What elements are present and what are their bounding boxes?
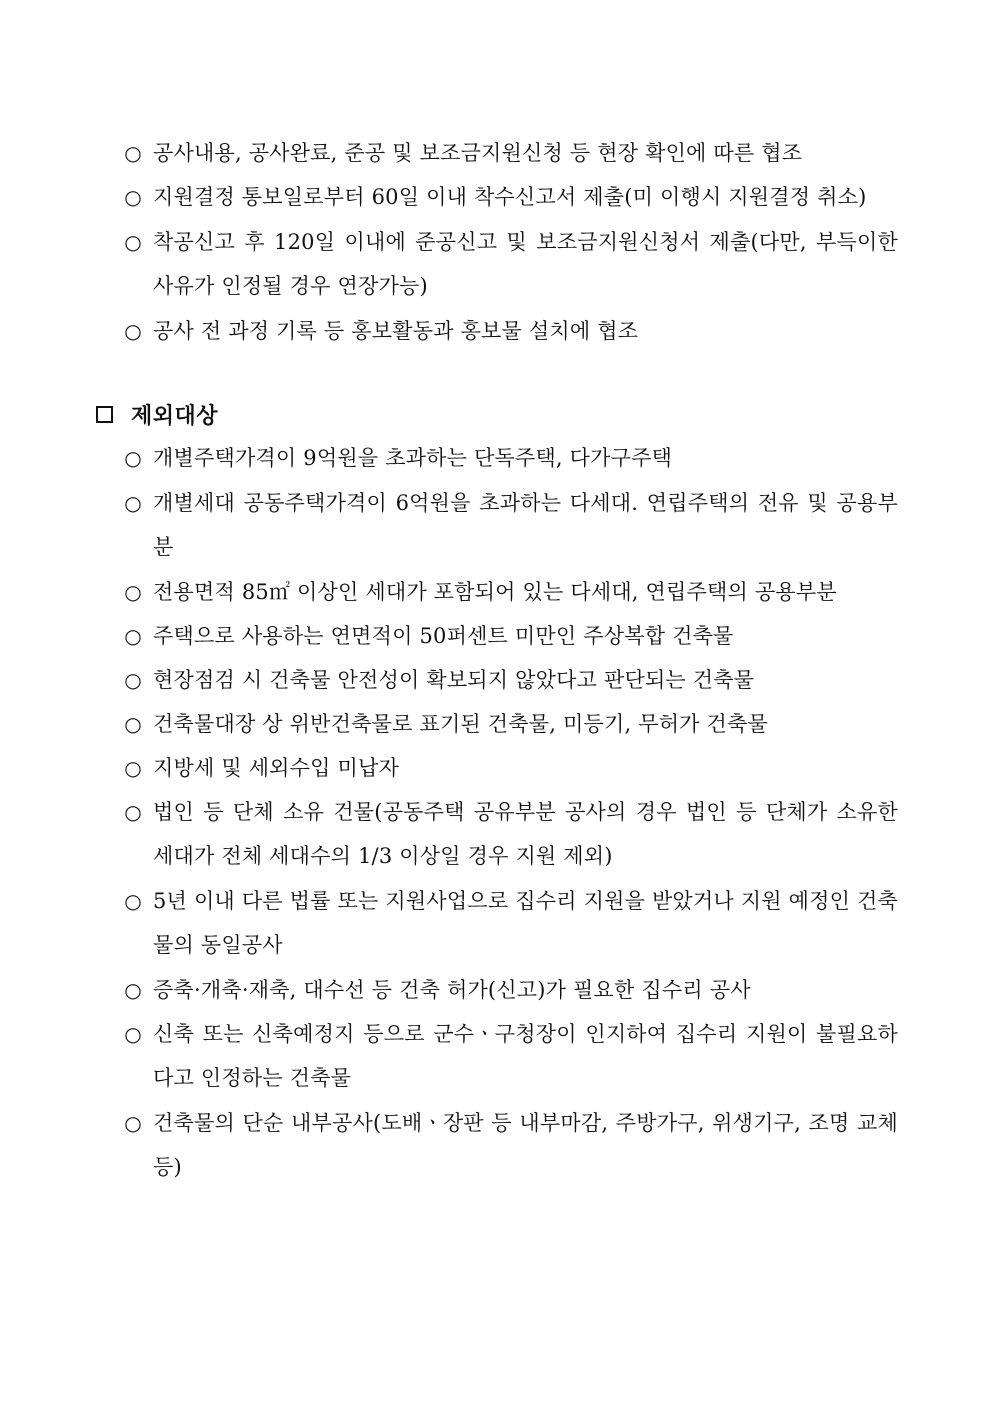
list-item-text: 공사내용, 공사완료, 준공 및 보조금지원신청 등 현장 확인에 따른 협조 [153, 141, 803, 165]
list-item-text: 신축 또는 신축예정지 등으로 군수ㆍ구청장이 인지하여 집수리 지원이 불필요하다고 인정하는 건축물 [153, 1022, 898, 1090]
section-heading [96, 392, 218, 436]
circle-bullet-icon: ○ [124, 712, 142, 736]
circle-bullet-icon: ○ [124, 1111, 142, 1135]
list-item-text: 지원결정 통보일로부터 60일 이내 착수신고서 제출(미 이행시 지원결정 취소) [153, 185, 867, 209]
circle-bullet-icon: ○ [124, 889, 142, 913]
list-item-text: 건축물의 단순 내부공사(도배ㆍ장판 등 내부마감, 주방가구, 위생기구, 조명 교체 등) [153, 1111, 898, 1179]
circle-bullet-icon: ○ [124, 756, 142, 780]
circle-bullet-icon: ○ [124, 141, 142, 165]
circle-bullet-icon: ○ [124, 230, 142, 254]
circle-bullet-icon: ○ [124, 319, 142, 343]
list-item-text: 증축·개축·재축, 대수선 등 건축 허가(신고)가 필요한 집수리 공사 [153, 978, 751, 1002]
list-item-text: 지방세 및 세외수입 미납자 [153, 756, 399, 780]
list-item-text: 건축물대장 상 위반건축물로 표기된 건축물, 미등기, 무허가 건축물 [153, 712, 768, 736]
circle-bullet-icon: ○ [124, 580, 142, 604]
circle-bullet-icon: ○ [124, 491, 142, 515]
circle-bullet-icon: ○ [124, 1022, 142, 1046]
list-item-text: 개별주택가격이 9억원을 초과하는 단독주택, 다가구주택 [153, 446, 673, 470]
circle-bullet-icon: ○ [124, 800, 142, 824]
list-item-text: 개별세대 공동주택가격이 6억원을 초과하는 다세대. 연립주택의 전유 및 공용부분 [153, 491, 898, 559]
list-item-text: 현장점검 시 건축물 안전성이 확보되지 않았다고 판단되는 건축물 [153, 668, 755, 692]
section-title: 제외대상 [131, 403, 219, 429]
circle-bullet-icon: ○ [124, 446, 142, 470]
list-item-text: 주택으로 사용하는 연면적이 50퍼센트 미만인 주상복합 건축물 [153, 624, 734, 648]
circle-bullet-icon: ○ [124, 185, 142, 209]
list-item-text: 전용면적 85㎡ 이상인 세대가 포함되어 있는 다세대, 연립주택의 공용부분 [153, 580, 837, 604]
list-item-text: 공사 전 과정 기록 등 홍보활동과 홍보물 설치에 협조 [153, 319, 639, 343]
list-item-text: 착공신고 후 120일 이내에 준공신고 및 보조금지원신청서 제출(다만, 부득이한 사유가 인정될 경우 연장가능) [153, 230, 898, 298]
checkbox-square-icon [96, 406, 113, 423]
circle-bullet-icon: ○ [124, 668, 142, 692]
list-item-text: 법인 등 단체 소유 건물(공동주택 공유부분 공사의 경우 법인 등 단체가 소유한 세대가 전체 세대수의 1/3 이상일 경우 지원 제외) [153, 800, 898, 868]
circle-bullet-icon: ○ [124, 624, 142, 648]
circle-bullet-icon: ○ [124, 978, 142, 1002]
list-item-text: 5년 이내 다른 법률 또는 지원사업으로 집수리 지원을 받았거나 지원 예정인 건축물의 동일공사 [153, 889, 898, 957]
